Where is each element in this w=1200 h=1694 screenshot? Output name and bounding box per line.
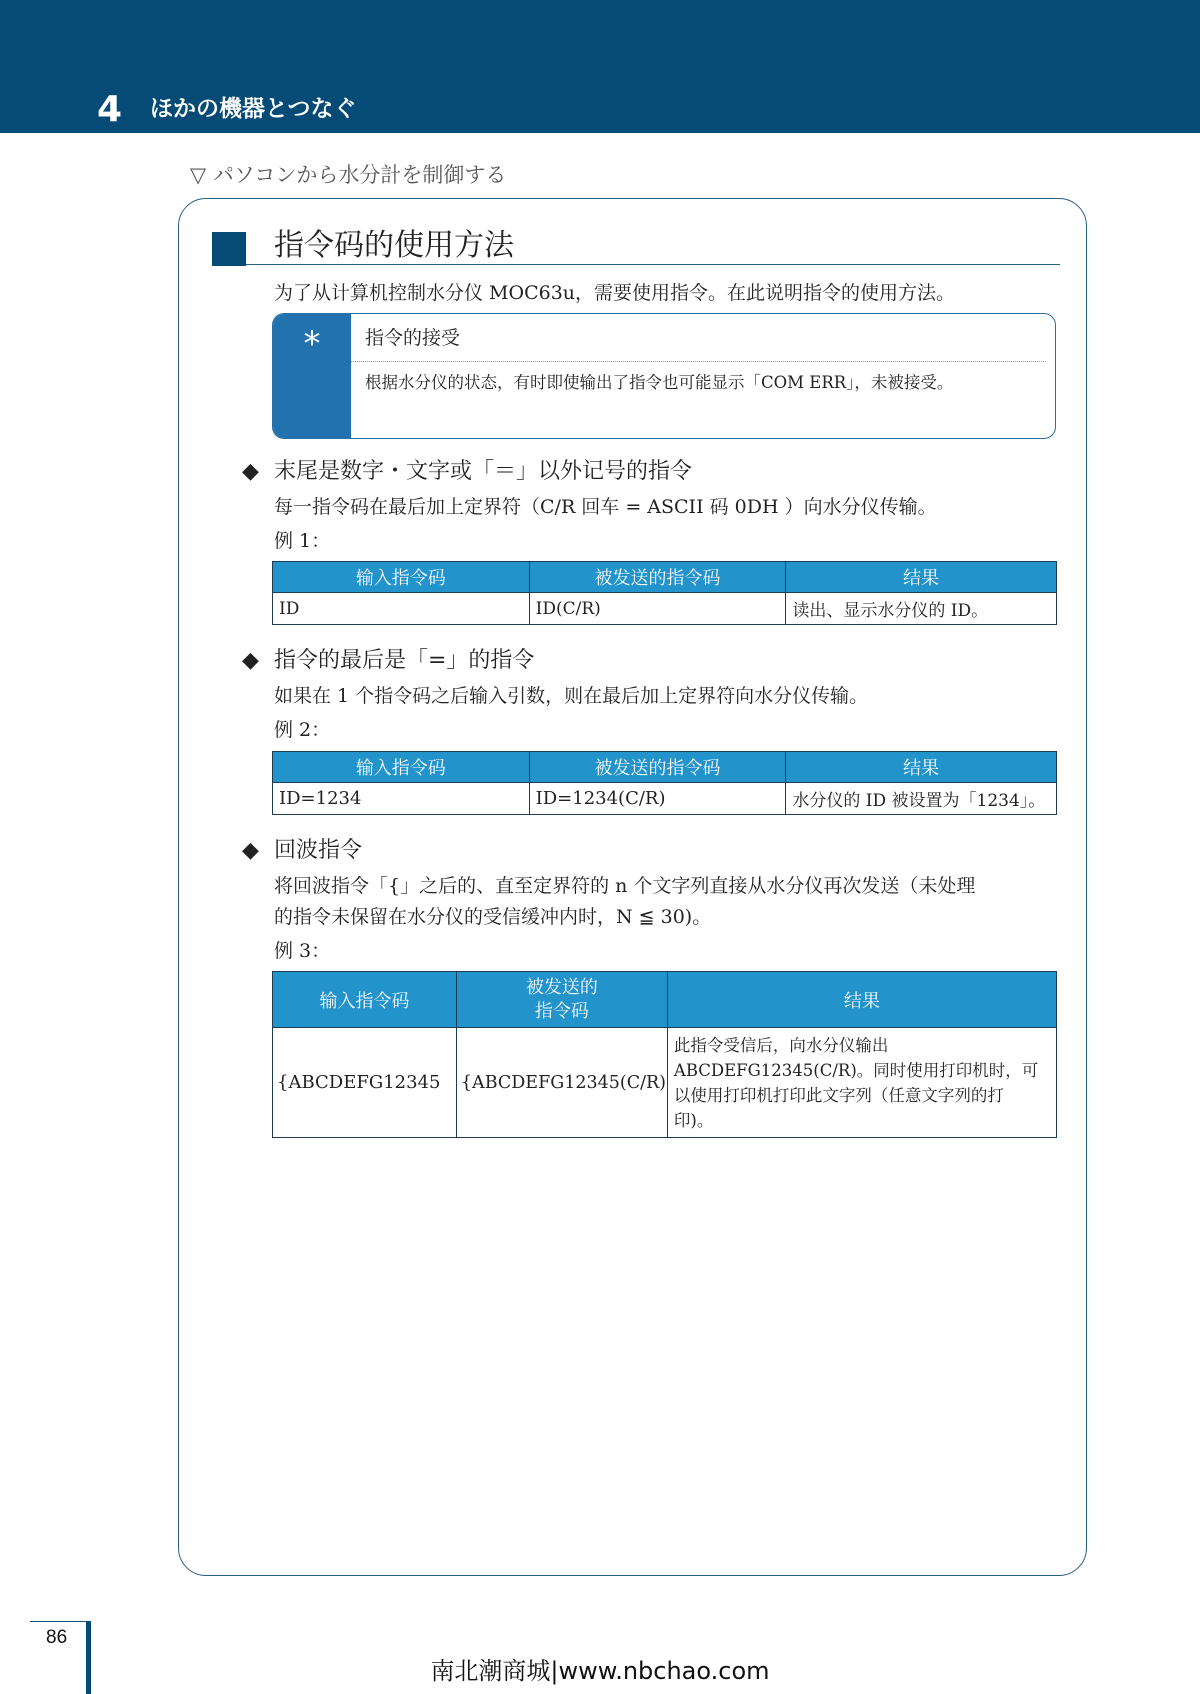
diamond-bullet-icon: ◆ xyxy=(242,459,259,484)
block-heading-text: 回波指令 xyxy=(274,838,363,863)
table-header: 结果 xyxy=(786,562,1057,593)
asterisk-icon: * xyxy=(303,324,321,364)
table-row xyxy=(273,593,1057,625)
table-cell: ID(C/R) xyxy=(529,593,786,625)
table-header: 输入指令码 xyxy=(273,972,457,1028)
table-header xyxy=(456,972,667,1028)
block-text: 如果在 1 个指令码之后输入引数，则在最后加上定界符向水分仪传输。 xyxy=(274,685,869,707)
table-header-line: 被发送的 xyxy=(525,976,598,998)
block-text: 将回波指令「{」之后的、直至定界符的 n 个文字列直接从水分仪再次发送（未处理 xyxy=(274,875,976,897)
table-cell xyxy=(667,1028,1056,1138)
block-text: 的指令未保留在水分仪的受信缓冲内时，N ≦ 30)。 xyxy=(274,906,712,928)
table-header: 输入指令码 xyxy=(273,562,530,593)
footer-rule xyxy=(30,1621,90,1622)
page-number: 86 xyxy=(46,1627,68,1648)
table-cell: ID=1234(C/R) xyxy=(529,783,786,815)
table-cell: ID=1234 xyxy=(273,783,530,815)
note-divider xyxy=(351,361,1046,362)
table-cell-line: 此指令受信后，向水分仪输出 xyxy=(673,1035,889,1055)
table-row xyxy=(273,783,1057,815)
block-heading xyxy=(242,836,362,866)
section-heading: 指令码的使用方法 xyxy=(274,228,514,263)
note-title: 指令的接受 xyxy=(365,327,461,349)
table-header-line: 指令码 xyxy=(534,1000,589,1022)
table-header: 结果 xyxy=(786,752,1057,783)
diamond-bullet-icon: ◆ xyxy=(242,838,259,863)
table-cell-line: ABCDEFG12345(C/R)。同时使用打印机时，可 xyxy=(673,1060,1039,1080)
table-cell: 读出、显示水分仪的 ID。 xyxy=(786,593,1057,625)
diamond-bullet-icon: ◆ xyxy=(242,648,259,673)
example-label: 例 2： xyxy=(274,719,331,741)
block-heading xyxy=(242,457,692,487)
chapter-title: ほかの機器とつなぐ xyxy=(150,96,357,122)
watermark-text: 南北潮商城|www.nbchao.com xyxy=(430,1657,770,1685)
command-table xyxy=(272,971,1057,1138)
block-heading-text: 末尾是数字・文字或「＝」以外记号的指令 xyxy=(274,459,693,484)
command-table xyxy=(272,561,1057,625)
chapter-number: 4 xyxy=(97,89,123,130)
intro-text: 为了从计算机控制水分仪 MOC63u，需要使用指令。在此说明指令的使用方法。 xyxy=(274,282,956,304)
table-header-row xyxy=(273,972,1057,1028)
table-cell: {ABCDEFG12345 xyxy=(273,1028,457,1138)
heading-rule xyxy=(246,264,1060,265)
block-text: 每一指令码在最后加上定界符（C/R 回车 = ASCII 码 0DH ）向水分仪传输。 xyxy=(274,496,937,518)
command-table xyxy=(272,751,1057,815)
table-header: 被发送的指令码 xyxy=(529,562,786,593)
note-box xyxy=(272,313,1056,439)
table-cell: {ABCDEFG12345(C/R) xyxy=(456,1028,667,1138)
table-row xyxy=(273,1028,1057,1138)
table-header: 结果 xyxy=(667,972,1056,1028)
table-cell: 水分仪的 ID 被设置为「1234」。 xyxy=(786,783,1057,815)
table-header-row xyxy=(273,562,1057,593)
table-header: 被发送的指令码 xyxy=(529,752,786,783)
table-cell-line: 印)。 xyxy=(673,1110,714,1130)
example-label: 例 1： xyxy=(274,530,331,552)
table-cell: ID xyxy=(273,593,530,625)
table-cell-line: 以使用打印机打印此文字列（任意文字列的打 xyxy=(673,1085,1004,1105)
table-header-row xyxy=(273,752,1057,783)
example-label: 例 3： xyxy=(274,940,331,962)
table-header: 输入指令码 xyxy=(273,752,530,783)
section-subtitle: ▽ パソコンから水分計を制御する xyxy=(190,163,507,187)
heading-marker xyxy=(212,232,246,266)
block-heading-text: 指令的最后是「=」的指令 xyxy=(274,648,535,673)
block-heading xyxy=(242,646,534,676)
note-body: 根据水分仪的状态，有时即使输出了指令也可能显示「COM ERR」，未被接受。 xyxy=(365,373,954,392)
